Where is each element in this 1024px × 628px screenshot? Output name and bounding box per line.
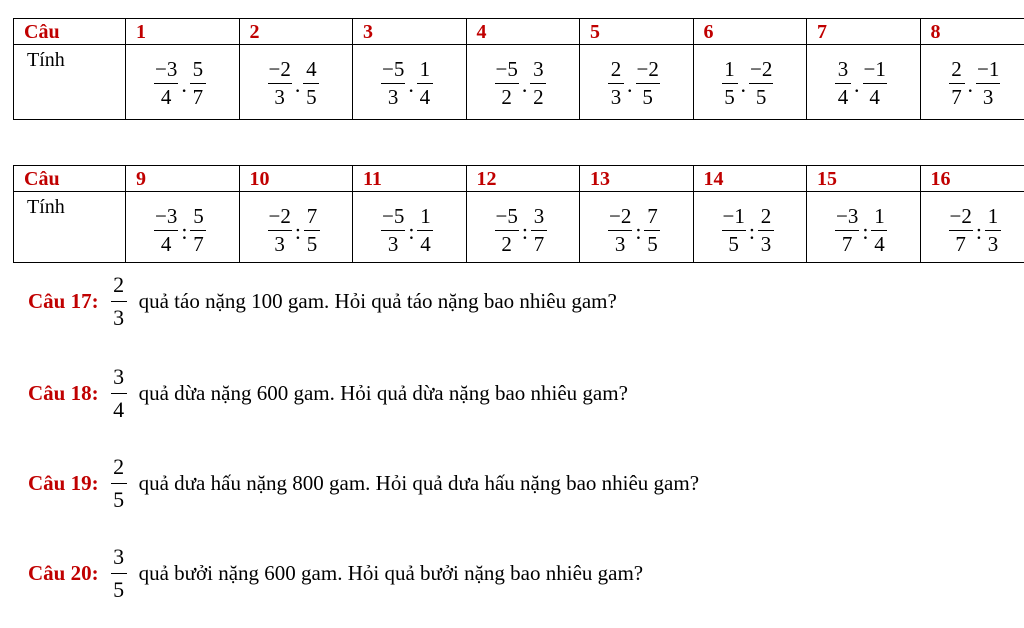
numerator: −2 bbox=[268, 59, 292, 84]
fraction-a bbox=[268, 59, 292, 108]
numerator: −5 bbox=[381, 206, 405, 231]
fraction-b bbox=[304, 206, 320, 255]
expression bbox=[921, 192, 1024, 255]
header-cell bbox=[239, 166, 353, 192]
row-label: Tính bbox=[27, 49, 65, 71]
denominator: 4 bbox=[160, 85, 172, 109]
fraction-b bbox=[644, 206, 660, 255]
table-body-row bbox=[14, 45, 1024, 120]
header-cell bbox=[920, 19, 1024, 45]
fraction-a bbox=[495, 206, 519, 255]
question-fraction bbox=[111, 454, 127, 513]
numerator: 5 bbox=[190, 59, 206, 84]
question-text: quả bưởi nặng 600 gam. Hỏi quả bưởi nặng bao nhiêu gam? bbox=[138, 561, 644, 585]
row-label: Tính bbox=[27, 196, 65, 218]
question-number: 2 bbox=[249, 21, 260, 43]
fraction-a bbox=[835, 206, 859, 255]
fraction-a bbox=[154, 59, 178, 108]
denominator: 3 bbox=[760, 232, 772, 256]
fraction-a bbox=[495, 59, 519, 108]
fraction-b bbox=[985, 206, 1001, 255]
operator: . bbox=[740, 71, 746, 97]
header-cell bbox=[807, 166, 921, 192]
expression bbox=[807, 192, 920, 255]
question-number: 14 bbox=[703, 168, 724, 190]
denominator: 4 bbox=[837, 85, 849, 109]
denominator: 5 bbox=[642, 85, 653, 109]
denominator: 7 bbox=[193, 232, 204, 256]
question-number: 4 bbox=[476, 21, 487, 43]
denominator: 3 bbox=[274, 232, 285, 256]
expression bbox=[240, 45, 353, 108]
fraction-a bbox=[381, 59, 405, 108]
denominator: 7 bbox=[192, 85, 204, 109]
operator: . bbox=[967, 71, 973, 97]
operator: : bbox=[862, 218, 869, 244]
expression-cell bbox=[466, 192, 580, 263]
numerator: −2 bbox=[268, 206, 292, 231]
expression bbox=[126, 45, 239, 108]
denominator: 4 bbox=[874, 232, 885, 256]
fraction-a bbox=[268, 206, 292, 255]
denominator: 3 bbox=[987, 232, 999, 256]
fraction-b bbox=[749, 59, 773, 108]
header-cell bbox=[920, 166, 1024, 192]
question-fraction bbox=[111, 364, 127, 423]
header-cell bbox=[239, 19, 353, 45]
fraction-b bbox=[190, 59, 206, 108]
denominator: 3 bbox=[614, 232, 626, 256]
numerator: −2 bbox=[749, 59, 773, 84]
header-cell bbox=[580, 166, 694, 192]
expression-cell bbox=[580, 192, 694, 263]
expression-cell bbox=[126, 45, 240, 120]
numerator: −1 bbox=[722, 206, 746, 231]
expression bbox=[694, 45, 807, 108]
denominator: 3 bbox=[610, 85, 622, 109]
denominator: 5 bbox=[306, 85, 317, 109]
fraction-a bbox=[722, 206, 746, 255]
expression-cell bbox=[239, 192, 353, 263]
operator: : bbox=[294, 218, 301, 244]
question-label: Câu 18: bbox=[28, 381, 99, 405]
expression-cell bbox=[353, 45, 467, 120]
denominator: 4 bbox=[113, 397, 125, 422]
denominator: 5 bbox=[306, 232, 318, 256]
denominator: 3 bbox=[982, 85, 994, 109]
expression-cell bbox=[239, 45, 353, 120]
operator: . bbox=[521, 71, 528, 97]
denominator: 4 bbox=[869, 85, 880, 109]
numerator: 1 bbox=[871, 206, 887, 231]
denominator: 3 bbox=[387, 232, 399, 256]
header-cell bbox=[807, 19, 921, 45]
numerator: −2 bbox=[949, 206, 973, 231]
numerator: −5 bbox=[495, 206, 519, 231]
fraction-b bbox=[863, 59, 887, 108]
fraction-b bbox=[417, 206, 433, 255]
fraction-b bbox=[636, 59, 660, 108]
header-cell bbox=[580, 19, 694, 45]
numerator: 5 bbox=[190, 206, 206, 231]
numerator: −5 bbox=[381, 59, 405, 84]
question-number: 10 bbox=[249, 168, 270, 190]
table-header-row bbox=[14, 19, 1024, 45]
question-number: 3 bbox=[363, 21, 373, 43]
question-number: 15 bbox=[817, 168, 837, 190]
expression-cell bbox=[466, 45, 580, 120]
numerator: −3 bbox=[835, 206, 859, 231]
expression bbox=[126, 192, 239, 255]
numerator: 1 bbox=[985, 206, 1001, 231]
denominator: 5 bbox=[647, 232, 658, 256]
denominator: 5 bbox=[113, 577, 125, 602]
denominator: 2 bbox=[501, 232, 512, 256]
header-cell bbox=[466, 19, 580, 45]
table-header-row bbox=[14, 166, 1024, 192]
denominator: 3 bbox=[113, 305, 125, 330]
numerator: 2 bbox=[111, 454, 127, 484]
question-fraction bbox=[111, 272, 127, 331]
expression-cell bbox=[920, 45, 1024, 120]
denominator: 3 bbox=[274, 85, 285, 109]
denominator: 7 bbox=[841, 232, 853, 256]
numerator: 2 bbox=[949, 59, 965, 84]
header-cell bbox=[353, 19, 467, 45]
denominator: 7 bbox=[951, 85, 962, 109]
question-number: 13 bbox=[590, 168, 610, 190]
header-cell bbox=[14, 166, 126, 192]
fraction-a bbox=[608, 59, 624, 108]
operator: : bbox=[975, 218, 982, 244]
fraction-b bbox=[871, 206, 887, 255]
header-cell bbox=[126, 166, 240, 192]
expression bbox=[467, 192, 580, 255]
numerator: 4 bbox=[303, 59, 319, 84]
expression bbox=[580, 192, 693, 255]
operator: . bbox=[181, 71, 187, 97]
numerator: 3 bbox=[111, 364, 127, 394]
expression-cell bbox=[580, 45, 694, 120]
header-label: Câu bbox=[24, 21, 60, 43]
numerator: 3 bbox=[530, 59, 546, 84]
expression-cell bbox=[126, 192, 240, 263]
expression-cell bbox=[693, 45, 807, 120]
numerator: 3 bbox=[835, 59, 851, 84]
fraction-b bbox=[758, 206, 774, 255]
question-number: 7 bbox=[817, 21, 827, 43]
denominator: 4 bbox=[419, 85, 431, 109]
question-number: 1 bbox=[136, 21, 146, 43]
expression bbox=[580, 45, 693, 108]
question-number: 16 bbox=[930, 168, 951, 190]
question-label: Câu 17: bbox=[28, 289, 99, 313]
fraction-b bbox=[976, 59, 1000, 108]
question-text: quả dừa nặng 600 gam. Hỏi quả dừa nặng bao nhiêu gam? bbox=[138, 381, 628, 405]
expression-cell bbox=[807, 192, 921, 263]
denominator: 7 bbox=[955, 232, 966, 256]
row-label-cell bbox=[14, 192, 126, 263]
fraction-b bbox=[530, 59, 546, 108]
fraction-a bbox=[722, 59, 738, 108]
denominator: 2 bbox=[533, 85, 544, 109]
table-body-row bbox=[14, 192, 1024, 263]
denominator: 7 bbox=[533, 232, 545, 256]
denominator: 3 bbox=[387, 85, 399, 109]
exercise-table-2 bbox=[13, 165, 1024, 263]
fraction-b bbox=[417, 59, 433, 108]
header-cell bbox=[14, 19, 126, 45]
fraction-b bbox=[531, 206, 547, 255]
header-cell bbox=[126, 19, 240, 45]
question-text: quả táo nặng 100 gam. Hỏi quả táo nặng bao nhiêu gam? bbox=[138, 289, 617, 313]
numerator: 3 bbox=[111, 544, 127, 574]
numerator: 7 bbox=[304, 206, 320, 231]
numerator: 1 bbox=[722, 59, 738, 84]
numerator: −2 bbox=[608, 206, 632, 231]
operator: . bbox=[408, 71, 414, 97]
question-number: 11 bbox=[363, 168, 382, 190]
numerator: 2 bbox=[758, 206, 774, 231]
question-number: 8 bbox=[930, 21, 941, 43]
numerator: −5 bbox=[495, 59, 519, 84]
row-label-cell bbox=[14, 45, 126, 120]
expression bbox=[694, 192, 807, 255]
numerator: −2 bbox=[636, 59, 660, 84]
numerator: −1 bbox=[976, 59, 1000, 84]
question-text: quả dưa hấu nặng 800 gam. Hỏi quả dưa hấu nặng bao nhiêu gam? bbox=[138, 471, 700, 495]
question-number: 12 bbox=[476, 168, 497, 190]
expression-cell bbox=[807, 45, 921, 120]
question-18 bbox=[28, 364, 628, 423]
numerator: 7 bbox=[644, 206, 660, 231]
operator: : bbox=[408, 218, 415, 244]
denominator: 5 bbox=[728, 232, 739, 256]
fraction-a bbox=[154, 206, 178, 255]
fraction-a bbox=[381, 206, 405, 255]
header-cell bbox=[693, 19, 807, 45]
question-number: 5 bbox=[590, 21, 600, 43]
operator: . bbox=[627, 71, 633, 97]
expression bbox=[921, 45, 1024, 108]
question-fraction bbox=[111, 544, 127, 603]
denominator: 2 bbox=[501, 85, 512, 109]
header-cell bbox=[466, 166, 580, 192]
denominator: 4 bbox=[420, 232, 431, 256]
numerator: 1 bbox=[417, 59, 433, 84]
denominator: 5 bbox=[724, 85, 735, 109]
expression bbox=[467, 45, 580, 108]
fraction-a bbox=[949, 206, 973, 255]
numerator: −1 bbox=[863, 59, 887, 84]
expression-cell bbox=[353, 192, 467, 263]
numerator: 3 bbox=[531, 206, 547, 231]
question-label: Câu 19: bbox=[28, 471, 99, 495]
fraction-a bbox=[835, 59, 851, 108]
numerator: −3 bbox=[154, 59, 178, 84]
operator: : bbox=[635, 218, 642, 244]
question-19 bbox=[28, 454, 699, 513]
numerator: −3 bbox=[154, 206, 178, 231]
fraction-b bbox=[303, 59, 319, 108]
operator: . bbox=[294, 71, 301, 97]
expression-cell bbox=[693, 192, 807, 263]
question-label: Câu 20: bbox=[28, 561, 99, 585]
header-cell bbox=[353, 166, 467, 192]
question-20 bbox=[28, 544, 643, 603]
fraction-b bbox=[190, 206, 206, 255]
numerator: 1 bbox=[417, 206, 433, 231]
operator: : bbox=[521, 218, 528, 244]
operator: : bbox=[748, 218, 755, 244]
numerator: 2 bbox=[111, 272, 127, 302]
expression bbox=[240, 192, 353, 255]
exercise-table-1 bbox=[13, 18, 1024, 120]
operator: . bbox=[854, 71, 860, 97]
header-cell bbox=[693, 166, 807, 192]
expression bbox=[353, 192, 466, 255]
numerator: 2 bbox=[608, 59, 624, 84]
question-number: 6 bbox=[703, 21, 714, 43]
fraction-a bbox=[608, 206, 632, 255]
fraction-a bbox=[949, 59, 965, 108]
expression bbox=[353, 45, 466, 108]
operator: : bbox=[181, 218, 188, 244]
header-label: Câu bbox=[24, 168, 60, 190]
expression bbox=[807, 45, 920, 108]
denominator: 5 bbox=[755, 85, 767, 109]
question-number: 9 bbox=[136, 168, 146, 190]
expression-cell bbox=[920, 192, 1024, 263]
denominator: 4 bbox=[160, 232, 172, 256]
question-17 bbox=[28, 272, 617, 331]
denominator: 5 bbox=[113, 487, 125, 512]
